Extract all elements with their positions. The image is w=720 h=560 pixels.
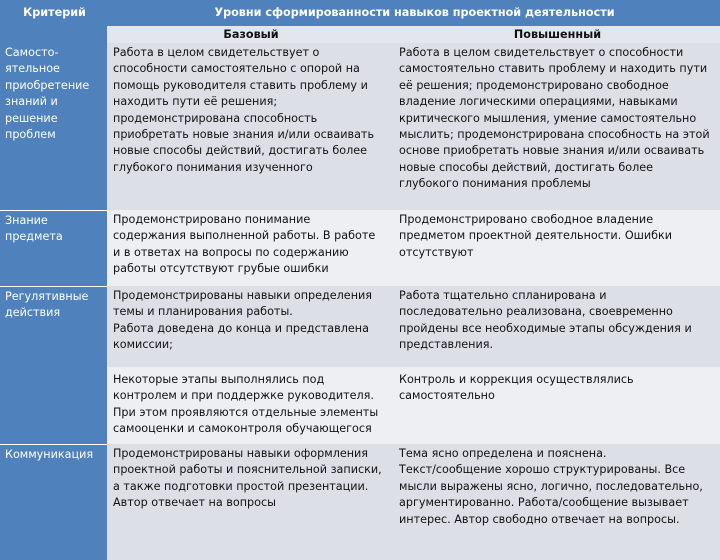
text-line: основе приобретать новые знания и/или осваивать xyxy=(399,144,705,158)
text-line: контролем и при поддержке руководителя. xyxy=(113,389,374,403)
text-line: Текст/сообщение хорошо структурированы. Все xyxy=(399,463,686,477)
text-line: самостоятельно ставить проблему и находить пути xyxy=(399,62,708,76)
text-line: При этом проявляются отдельные элементы xyxy=(113,405,379,419)
text-line: аргументированно. Работа/сообщение вызывает xyxy=(399,496,689,510)
header-criterion: Критерий xyxy=(0,0,107,43)
criterion-line: Знание xyxy=(5,214,48,227)
criterion-regulatory-actions xyxy=(0,286,107,444)
text-line: комиссии; xyxy=(113,338,173,352)
header-levels-title: Уровни сформированности навыков проектной деятельности xyxy=(107,0,720,26)
criterion-line: предмета xyxy=(5,230,63,244)
text-line: Работа в целом свидетельствует о способности xyxy=(399,46,684,59)
text-line: самооценки и самоконтроля обучающегося xyxy=(113,422,372,436)
text-line: Автор отвечает на вопросы xyxy=(113,496,276,510)
criterion-line: действия xyxy=(5,306,61,320)
criterion-line: знаний и xyxy=(5,95,58,109)
advanced-regulatory-planning xyxy=(393,286,720,367)
criterion-line: решение xyxy=(5,111,58,125)
text-line: Продемонстрировано свободное владение xyxy=(399,213,654,226)
text-line: Работа в целом свидетельствует о xyxy=(113,46,320,59)
criterion-line: Самосто- xyxy=(5,46,59,59)
text-line: предметом проектной деятельности. Ошибки xyxy=(399,229,673,243)
text-line: представления. xyxy=(399,338,494,352)
text-line: Продемонстрировано понимание xyxy=(113,213,311,226)
advanced-subject-knowledge xyxy=(393,210,720,286)
basic-communication xyxy=(107,444,393,560)
text-line: темы и планирования работы. xyxy=(113,305,293,319)
text-line: Продемонстрированы навыки определения xyxy=(113,289,373,302)
text-line: продемонстрирована способность xyxy=(113,111,318,125)
text-line: находить пути её решения; xyxy=(113,95,278,109)
text-line: проектной работы и пояснительной записки, xyxy=(113,463,382,477)
criterion-line: Коммуникация xyxy=(5,448,94,461)
text-line: интерес. Автор свободно отвечает на вопросы. xyxy=(399,512,680,526)
header-advanced: Повышенный xyxy=(393,26,720,43)
text-line: отсутствуют xyxy=(399,245,474,259)
text-line: самостоятельно xyxy=(399,389,495,403)
criterion-line: приобретение xyxy=(5,78,90,92)
header-basic: Базовый xyxy=(107,26,393,43)
text-line: работы отсутствуют грубые ошибки xyxy=(113,262,329,276)
text-line: Продемонстрированы навыки оформления xyxy=(113,447,369,460)
criterion-line: проблем xyxy=(5,128,56,142)
basic-regulatory-planning xyxy=(107,286,393,367)
text-line: новые способы действий, достигать более xyxy=(399,160,654,174)
text-line: приобретать новые знания и/или осваивать xyxy=(113,128,375,142)
text-line: её решения; продемонстрировано свободное xyxy=(399,78,669,92)
text-line: Некоторые этапы выполнялись под xyxy=(113,373,325,386)
text-line: глубокого понимания изученного xyxy=(113,160,313,174)
text-line: пройдены все необходимые этапы обсуждения и xyxy=(399,321,692,335)
criterion-independence xyxy=(0,43,107,210)
text-line: последовательно реализована, своевременно xyxy=(399,305,673,319)
text-line: владение логическими операциями, навыками xyxy=(399,95,678,109)
criterion-communication xyxy=(0,444,107,560)
text-line: Работа доведена до конца и представлена xyxy=(113,321,369,335)
text-line: глубокого понимания проблемы xyxy=(399,177,591,191)
text-line: содержания выполненной работы. В работе xyxy=(113,229,376,243)
basic-subject-knowledge xyxy=(107,210,393,286)
text-line: Работа тщательно спланирована и xyxy=(399,289,607,302)
text-line: и в ответах на вопросы по содержанию xyxy=(113,245,349,259)
basic-regulatory-control xyxy=(107,367,393,444)
advanced-communication xyxy=(393,444,720,560)
criterion-subject-knowledge xyxy=(0,210,107,286)
text-line: новые способы действий, достигать более xyxy=(113,144,368,158)
criterion-line: Регулятивные xyxy=(5,290,89,303)
advanced-independence xyxy=(393,43,720,210)
text-line: помощь руководителя ставить проблему и xyxy=(113,78,368,92)
criterion-line: ятельное xyxy=(5,62,60,76)
advanced-regulatory-control xyxy=(393,367,720,444)
text-line: способности самостоятельно с опорой на xyxy=(113,62,360,76)
text-line: мысли выражены ясно, логично, последовательно, xyxy=(399,479,703,493)
text-line: Тема ясно определена и пояснена. xyxy=(399,447,607,460)
text-line: а также подготовки простой презентации. xyxy=(113,479,369,493)
basic-independence xyxy=(107,43,393,210)
text-line: мыслить; продемонстрирована способность на этой xyxy=(399,128,710,142)
text-line: Контроль и коррекция осуществлялись xyxy=(399,373,634,386)
text-line: критического мышления, умение самостоятельно xyxy=(399,111,697,125)
